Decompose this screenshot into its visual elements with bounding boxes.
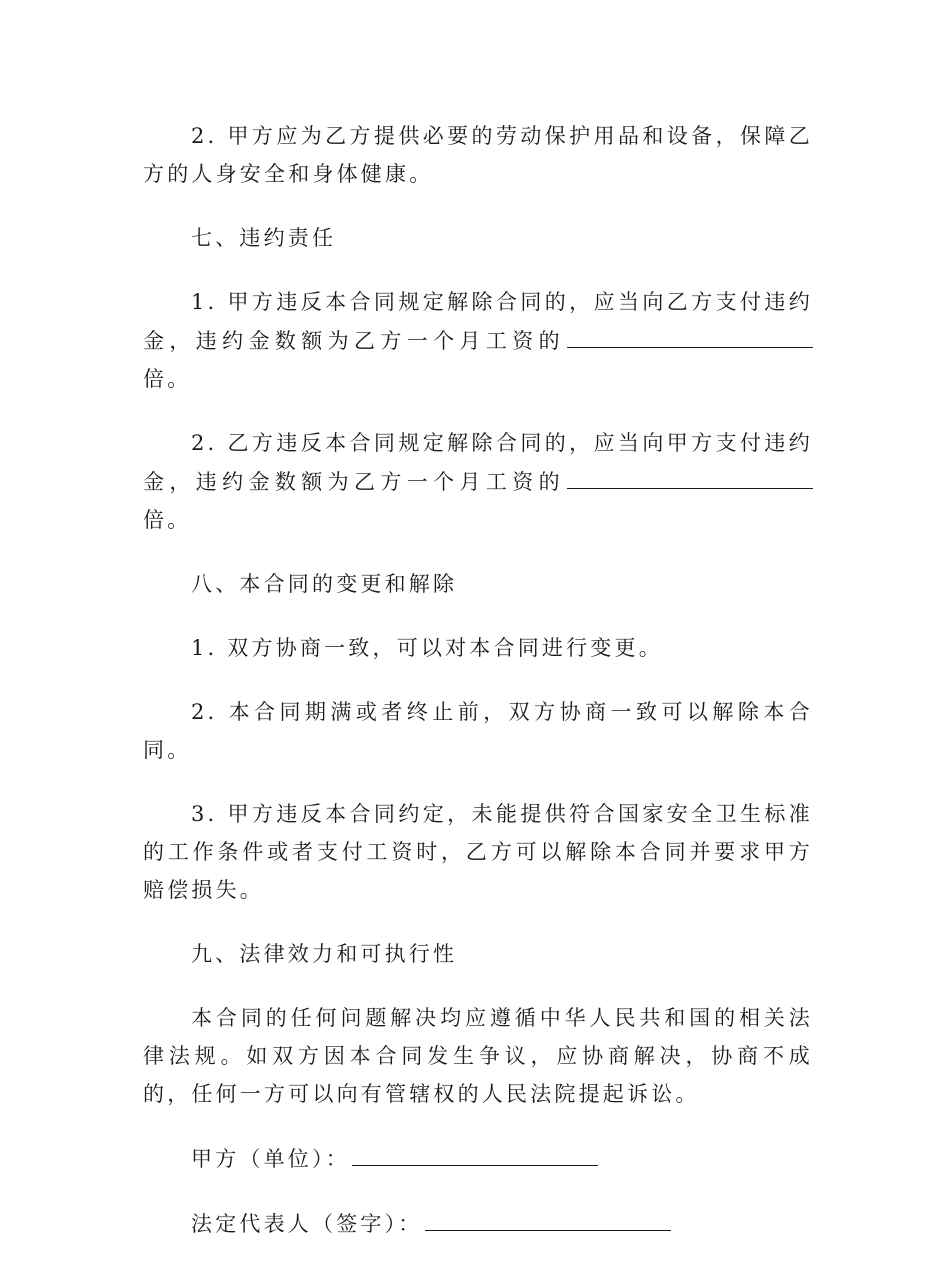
penalty-multiplier-blank-1[interactable] (567, 321, 813, 348)
section7-item1-end: 倍。 (143, 367, 192, 391)
penalty-multiplier-blank-2[interactable] (567, 462, 813, 489)
legal-rep-label: 法定代表人（签字）： (191, 1212, 423, 1236)
section7-item1 (143, 283, 813, 398)
section8-item2: 2. 本合同期满或者终止前，双方协商一致可以解除本合同。 (143, 700, 813, 762)
legal-rep-signature-line (143, 1204, 813, 1243)
legal-rep-blank[interactable] (425, 1204, 671, 1231)
party-a-blank[interactable] (352, 1139, 598, 1166)
section7-item1-text: 1. 甲方违反本合同规定解除合同的，应当向乙方支付违约金，违约金数额为乙方一个月工资的 (143, 290, 813, 353)
section7-item2-text: 2. 乙方违反本合同规定解除合同的，应当向甲方支付违约金，违约金数额为乙方一个月工资的 (143, 431, 813, 494)
section7-item2-end: 倍。 (143, 508, 192, 532)
section7-heading: 七、违约责任 (191, 226, 337, 250)
section9-text: 本合同的任何问题解决均应遵循中华人民共和国的相关法律法规。如双方因本合同发生争议，应协商解决，协商不成的，任何一方可以向有管辖权的人民法院提起诉讼。 (143, 1006, 813, 1106)
section6-item2: 2. 甲方应为乙方提供必要的劳动保护用品和设备，保障乙方的人身安全和身体健康。 (143, 124, 813, 186)
party-a-signature-line (143, 1139, 813, 1178)
document-body (143, 117, 813, 1269)
section8-item1: 1. 双方协商一致，可以对本合同进行变更。 (191, 636, 663, 660)
section7-item2 (143, 424, 813, 539)
section9-heading: 九、法律效力和可执行性 (191, 942, 458, 966)
section8-heading: 八、本合同的变更和解除 (191, 572, 458, 596)
party-a-label: 甲方（单位）： (191, 1147, 350, 1171)
section8-item3: 3. 甲方违反本合同约定，未能提供符合国家安全卫生标准的工作条件或者支付工资时，乙方可以解除本合同并要求甲方赔偿损失。 (143, 802, 813, 902)
